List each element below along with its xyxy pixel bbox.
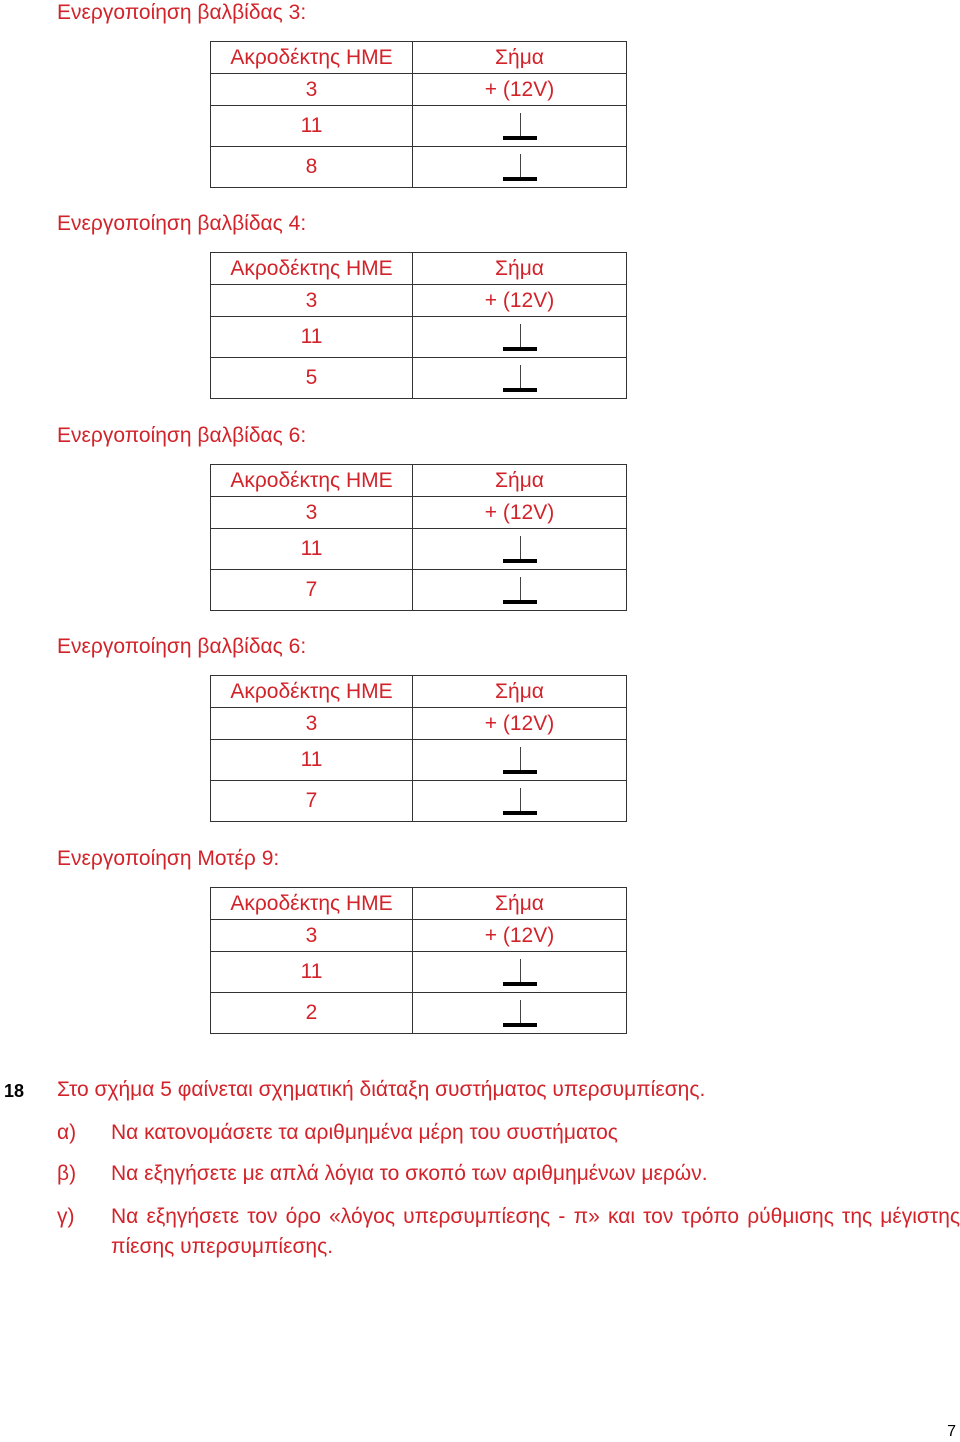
pin-number: 2 bbox=[211, 993, 413, 1034]
pin-table bbox=[210, 41, 627, 188]
col-header-signal: Σήμα bbox=[413, 465, 627, 497]
item-text: Να εξηγήσετε τον όρο «λόγος υπερσυμπίεσης - π» και τον τρόπο ρύθμισης της μέγιστης πίεσης υπερσυμπίεσης. bbox=[111, 1205, 960, 1258]
pin-number: 7 bbox=[211, 570, 413, 611]
signal-value: + (12V) bbox=[413, 708, 627, 740]
pin-number: 8 bbox=[211, 147, 413, 188]
item-text: Να κατονομάσετε τα αριθμημένα μέρη του συστήματος bbox=[111, 1121, 618, 1144]
ground-symbol-icon bbox=[503, 786, 537, 816]
pin-number: 7 bbox=[211, 781, 413, 822]
section-title: Ενεργοποίηση βαλβίδας 6: bbox=[57, 635, 307, 658]
signal-value: + (12V) bbox=[413, 497, 627, 529]
ground-symbol-icon bbox=[503, 322, 537, 352]
ground-symbol-icon bbox=[503, 745, 537, 775]
pin-number: 11 bbox=[211, 106, 413, 147]
ground-symbol-icon bbox=[503, 111, 537, 141]
item-label: γ) bbox=[57, 1205, 75, 1228]
pin-number: 11 bbox=[211, 317, 413, 358]
col-header-signal: Σήμα bbox=[413, 253, 627, 285]
question-number: 18 bbox=[4, 1081, 25, 1101]
section-title: Ενεργοποίηση βαλβίδας 6: bbox=[57, 424, 307, 447]
ground-symbol-icon bbox=[503, 998, 537, 1028]
ground-symbol-icon bbox=[503, 534, 537, 564]
pin-table bbox=[210, 675, 627, 822]
item-text: Να εξηγήσετε με απλά λόγια το σκοπό των αριθμημένων μερών. bbox=[111, 1162, 708, 1185]
pin-number: 11 bbox=[211, 529, 413, 570]
signal-value: + (12V) bbox=[413, 285, 627, 317]
ground-symbol-icon bbox=[503, 152, 537, 182]
col-header-signal: Σήμα bbox=[413, 42, 627, 74]
ground-symbol-icon bbox=[503, 363, 537, 393]
page-number: 7 bbox=[947, 1423, 956, 1440]
question-text: Στο σχήμα 5 φαίνεται σχηματική διάταξη συστήματος υπερσυμπίεσης. bbox=[57, 1078, 706, 1101]
section-title: Ενεργοποίηση Μοτέρ 9: bbox=[57, 847, 280, 870]
pin-number: 3 bbox=[211, 497, 413, 529]
section-title: Ενεργοποίηση βαλβίδας 3: bbox=[57, 1, 307, 24]
pin-number: 11 bbox=[211, 952, 413, 993]
item-label: β) bbox=[57, 1162, 77, 1185]
pin-number: 3 bbox=[211, 74, 413, 106]
col-header-pin: Ακροδέκτης ΗΜΕ bbox=[211, 888, 413, 920]
col-header-signal: Σήμα bbox=[413, 888, 627, 920]
section-title: Ενεργοποίηση βαλβίδας 4: bbox=[57, 212, 307, 235]
col-header-signal: Σήμα bbox=[413, 676, 627, 708]
pin-number: 5 bbox=[211, 358, 413, 399]
pin-number: 3 bbox=[211, 920, 413, 952]
col-header-pin: Ακροδέκτης ΗΜΕ bbox=[211, 42, 413, 74]
col-header-pin: Ακροδέκτης ΗΜΕ bbox=[211, 676, 413, 708]
ground-symbol-icon bbox=[503, 957, 537, 987]
pin-number: 11 bbox=[211, 740, 413, 781]
pin-number: 3 bbox=[211, 285, 413, 317]
item-label: α) bbox=[57, 1121, 77, 1144]
signal-value: + (12V) bbox=[413, 920, 627, 952]
ground-symbol-icon bbox=[503, 575, 537, 605]
pin-table bbox=[210, 887, 627, 1034]
pin-table bbox=[210, 464, 627, 611]
signal-value: + (12V) bbox=[413, 74, 627, 106]
col-header-pin: Ακροδέκτης ΗΜΕ bbox=[211, 465, 413, 497]
pin-table bbox=[210, 252, 627, 399]
pin-number: 3 bbox=[211, 708, 413, 740]
col-header-pin: Ακροδέκτης ΗΜΕ bbox=[211, 253, 413, 285]
